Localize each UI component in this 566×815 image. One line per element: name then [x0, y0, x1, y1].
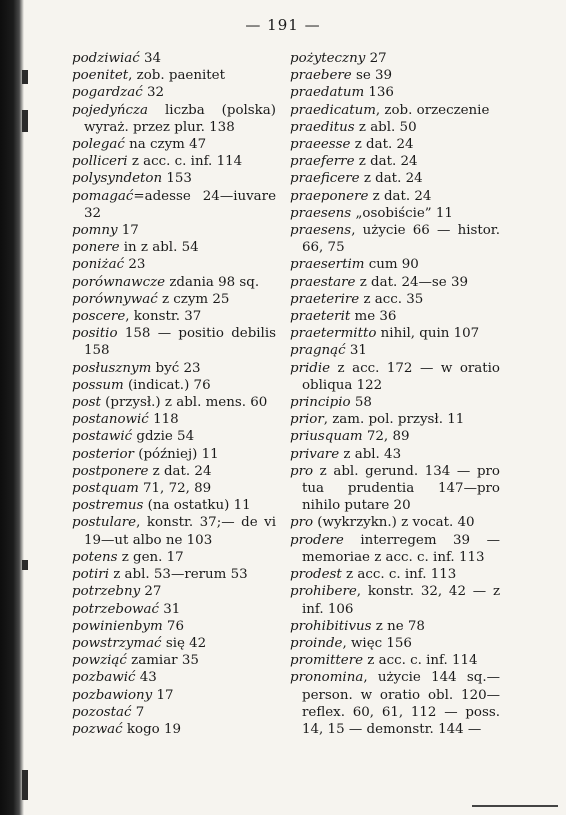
index-entry	[72, 239, 276, 256]
index-entry	[72, 652, 276, 669]
index-entry	[72, 635, 276, 652]
index-entry	[72, 170, 276, 187]
index-entry	[72, 514, 276, 548]
index-headword: potrzebować	[72, 601, 159, 617]
index-headword: prohibere	[290, 584, 357, 600]
index-locator: 7	[131, 704, 145, 720]
index-entry	[290, 394, 500, 411]
index-entry	[72, 687, 276, 704]
binding-speck	[22, 110, 28, 132]
index-entry	[290, 635, 500, 652]
index-headword: praesens	[290, 223, 352, 239]
index-entry	[72, 463, 276, 480]
index-entry	[72, 67, 276, 84]
index-locator: , zam. pol. przysł. 11	[323, 412, 465, 428]
index-entry	[72, 102, 276, 136]
index-headword: pozbawiony	[72, 687, 153, 703]
index-headword: pozwać	[72, 721, 123, 737]
index-entry	[290, 188, 500, 205]
index-locator: 43	[135, 670, 157, 686]
index-entry	[290, 67, 500, 84]
index-headword: pozostać	[72, 704, 132, 720]
book-binding-shadow	[0, 0, 24, 815]
index-headword: powstrzymać	[72, 635, 162, 651]
index-entry	[290, 308, 500, 325]
index-headword: potrzebny	[72, 584, 141, 600]
index-entry	[72, 721, 276, 738]
index-locator: 136	[364, 85, 394, 101]
index-locator: z dat. 24	[148, 463, 212, 479]
index-entry	[72, 360, 276, 377]
index-headword: porównawcze	[72, 274, 166, 290]
index-headword: proinde	[290, 635, 343, 651]
index-locator: 31	[158, 601, 181, 617]
index-headword: possum	[72, 377, 124, 393]
index-locator: nihil, quin 107	[376, 326, 480, 342]
index-entry	[290, 532, 500, 566]
index-locator: , więc 156	[342, 635, 412, 651]
index-headword: post	[72, 395, 101, 411]
index-locator: z acc. c. inf. 114	[363, 653, 478, 669]
index-headword: poniżać	[72, 257, 125, 273]
index-headword: pogardzać	[72, 85, 143, 101]
index-headword: praedatum	[290, 85, 365, 101]
bottom-rule	[472, 805, 558, 807]
index-locator: 27	[365, 51, 387, 66]
index-entry	[72, 411, 276, 428]
index-headword: praeficere	[290, 171, 360, 187]
index-locator: (wykrzykn.) z vocat. 40	[313, 515, 475, 531]
index-entry	[290, 411, 500, 428]
index-headword: polegać	[72, 137, 125, 153]
index-headword: ponere	[72, 240, 120, 256]
index-entry	[290, 463, 500, 515]
index-headword: potiri	[72, 567, 109, 583]
index-locator: z czym 25	[157, 291, 230, 307]
index-entry	[72, 50, 276, 67]
index-headword: pomagać	[72, 188, 134, 204]
index-entry	[72, 84, 276, 101]
index-entry	[72, 669, 276, 686]
index-headword: pojedyńcza	[72, 102, 149, 118]
index-locator: 34	[139, 51, 162, 66]
index-entry	[72, 497, 276, 514]
index-headword: postawić	[72, 429, 133, 445]
index-entry	[72, 446, 276, 463]
index-locator: liczba (polska) wyraż. przez plur. 138	[84, 102, 276, 135]
index-entry	[72, 274, 276, 291]
index-locator: interregem 39 — memoriae z acc. c. inf. 113	[302, 532, 500, 565]
index-locator: (na ostatku) 11	[143, 498, 251, 514]
index-locator: , użycie 144 sq.— person. w oratio obl. 120— reflex. 60, 61, 112 — poss. 14, 15 — demonstr. 144 —	[302, 670, 500, 737]
index-headword: promittere	[290, 653, 364, 669]
index-locator: in z abl. 54	[119, 240, 199, 256]
index-locator: 118	[148, 412, 179, 428]
index-headword: praesens	[290, 205, 352, 221]
index-entry	[290, 222, 500, 256]
index-entry	[290, 102, 500, 119]
index-headword: pomny	[72, 223, 118, 239]
index-headword: privare	[290, 446, 340, 462]
index-headword: postquam	[72, 481, 139, 497]
index-entry	[290, 84, 500, 101]
index-entry	[290, 618, 500, 635]
index-locator: „osobiście” 11	[351, 205, 453, 221]
index-locator: , konstr. 37	[125, 309, 202, 325]
index-headword: positio	[72, 326, 118, 342]
index-entry	[290, 446, 500, 463]
index-headword: pro	[290, 463, 314, 479]
index-headword: poscere	[72, 309, 126, 325]
index-entry	[72, 428, 276, 445]
index-entry	[290, 566, 500, 583]
index-headword: postanowić	[72, 412, 149, 428]
index-locator: zdania 98 sq.	[165, 274, 260, 290]
index-locator: się 42	[161, 635, 207, 651]
index-locator: (indicat.) 76	[123, 377, 211, 393]
index-entry	[290, 170, 500, 187]
index-headword: praebere	[290, 68, 352, 84]
index-locator: 17	[152, 687, 174, 703]
index-entry	[72, 291, 276, 308]
index-locator: gdzie 54	[132, 429, 195, 445]
index-column-right	[290, 50, 500, 738]
index-locator: 153	[162, 171, 192, 187]
index-entry	[72, 188, 276, 222]
index-locator: (przysł.) z abl. mens. 60	[100, 395, 268, 411]
index-headword: pridie	[290, 360, 331, 376]
index-entry	[290, 274, 500, 291]
index-entry	[290, 342, 500, 359]
index-locator: 23	[124, 257, 146, 273]
index-locator: z gen. 17	[117, 549, 184, 565]
index-headword: postremus	[72, 498, 144, 514]
index-headword: praetermitto	[290, 326, 377, 342]
index-locator: z dat. 24—se 39	[355, 274, 468, 290]
index-entry	[72, 256, 276, 273]
index-locator: być 23	[151, 360, 201, 376]
index-locator: z acc. 35	[359, 291, 424, 307]
index-headword: poenitet	[72, 68, 129, 84]
index-locator: z dat. 24	[368, 188, 432, 204]
index-headword: pożyteczny	[290, 51, 366, 66]
index-locator: z acc. 172 — w oratio obliqua 122	[302, 360, 500, 393]
index-headword: praeditus	[290, 119, 355, 135]
index-entry	[72, 136, 276, 153]
index-entry	[290, 136, 500, 153]
index-entry	[72, 308, 276, 325]
index-entry	[290, 669, 500, 738]
index-entry	[290, 325, 500, 342]
index-locator: z acc. c. inf. 113	[341, 567, 457, 583]
index-headword: prohibitivus	[290, 618, 372, 634]
index-locator: z abl. 50	[354, 119, 417, 135]
index-headword: pronomina	[290, 670, 364, 686]
index-locator: 31	[345, 343, 367, 359]
index-entry	[72, 153, 276, 170]
index-entry	[290, 514, 500, 531]
index-locator: 58	[350, 395, 372, 411]
index-locator: z dat. 24	[359, 171, 423, 187]
index-entry	[72, 325, 276, 359]
index-headword: prodest	[290, 567, 342, 583]
index-entry	[72, 394, 276, 411]
index-headword: posłusznym	[72, 360, 152, 376]
index-locator: z abl. 53—rerum 53	[108, 567, 248, 583]
index-locator: , zob. paenitet	[128, 68, 225, 84]
index-locator: z acc. c. inf. 114	[127, 154, 243, 170]
index-locator: cum 90	[364, 257, 419, 273]
index-locator: me 36	[350, 309, 397, 325]
index-headword: pragnąć	[290, 343, 346, 359]
index-locator: , konstr. 32, 42 — z inf. 106	[302, 584, 500, 617]
index-locator: z abl. gerund. 134 — pro tua prudentia 147—pro nihilo putare 20	[302, 463, 500, 514]
index-locator: z ne 78	[371, 618, 425, 634]
index-locator: (później) 11	[133, 446, 219, 462]
index-headword: pro	[290, 515, 314, 531]
index-headword: postulare	[72, 515, 137, 531]
index-locator: se 39	[351, 68, 393, 84]
index-headword: praedicatum	[290, 102, 376, 118]
index-locator: =adesse 24—iuvare 32	[84, 188, 276, 221]
index-locator: 76	[162, 618, 184, 634]
index-locator: 32	[142, 85, 164, 101]
page-header: — 191 —	[245, 16, 321, 34]
index-entry	[290, 256, 500, 273]
index-locator: z dat. 24	[350, 137, 414, 153]
index-headword: principio	[290, 395, 351, 411]
index-headword: praeponere	[290, 188, 369, 204]
index-entry	[72, 583, 276, 600]
binding-speck	[22, 560, 28, 570]
index-headword: porównywać	[72, 291, 158, 307]
index-entry	[290, 291, 500, 308]
index-entry	[290, 652, 500, 669]
index-locator: , użycie 66 — histor. 66, 75	[302, 223, 500, 256]
index-entry	[290, 583, 500, 617]
index-entry	[290, 50, 500, 67]
index-entry	[72, 549, 276, 566]
binding-speck	[22, 770, 28, 800]
index-headword: praesertim	[290, 257, 365, 273]
index-headword: priusquam	[290, 429, 363, 445]
index-locator: , zob. orzeczenie	[375, 102, 490, 118]
index-locator: , konstr. 37;— de vi 19—ut albo ne 103	[84, 515, 276, 548]
index-entry	[72, 480, 276, 497]
index-entry	[290, 360, 500, 394]
index-entry	[290, 205, 500, 222]
index-headword: powziąć	[72, 653, 127, 669]
index-entry	[290, 153, 500, 170]
index-headword: pozbawić	[72, 670, 136, 686]
index-headword: praestare	[290, 274, 356, 290]
index-entry	[290, 428, 500, 445]
binding-speck	[22, 70, 28, 84]
index-headword: prior	[290, 412, 324, 428]
index-locator: 72, 89	[362, 429, 410, 445]
index-locator: 158 — positio debilis 158	[84, 326, 276, 359]
index-headword: polliceri	[72, 154, 128, 170]
index-headword: praeesse	[290, 137, 351, 153]
index-locator: na czym 47	[124, 137, 207, 153]
index-locator: zamiar 35	[126, 653, 199, 669]
index-headword: posterior	[72, 446, 134, 462]
index-headword: postponere	[72, 463, 149, 479]
index-entry	[72, 601, 276, 618]
index-headword: praeterire	[290, 291, 360, 307]
index-locator: 71, 72, 89	[138, 481, 212, 497]
index-headword: praeterit	[290, 309, 351, 325]
index-entry	[290, 119, 500, 136]
index-entry	[72, 618, 276, 635]
index-column-left	[72, 50, 276, 738]
index-headword: praeferre	[290, 154, 355, 170]
index-entry	[72, 377, 276, 394]
index-locator: z dat. 24	[354, 154, 418, 170]
index-entry	[72, 566, 276, 583]
index-locator: 27	[140, 584, 162, 600]
index-headword: polysyndeton	[72, 171, 163, 187]
index-locator: z abl. 43	[339, 446, 402, 462]
index-headword: potens	[72, 549, 118, 565]
index-entry	[72, 222, 276, 239]
index-entry	[72, 704, 276, 721]
index-headword: prodere	[290, 532, 344, 548]
page-number: 191	[267, 16, 299, 34]
index-headword: podziwiać	[72, 51, 140, 66]
index-headword: powinienbym	[72, 618, 163, 634]
index-locator: kogo 19	[122, 721, 182, 737]
index-locator: 17	[117, 223, 139, 239]
